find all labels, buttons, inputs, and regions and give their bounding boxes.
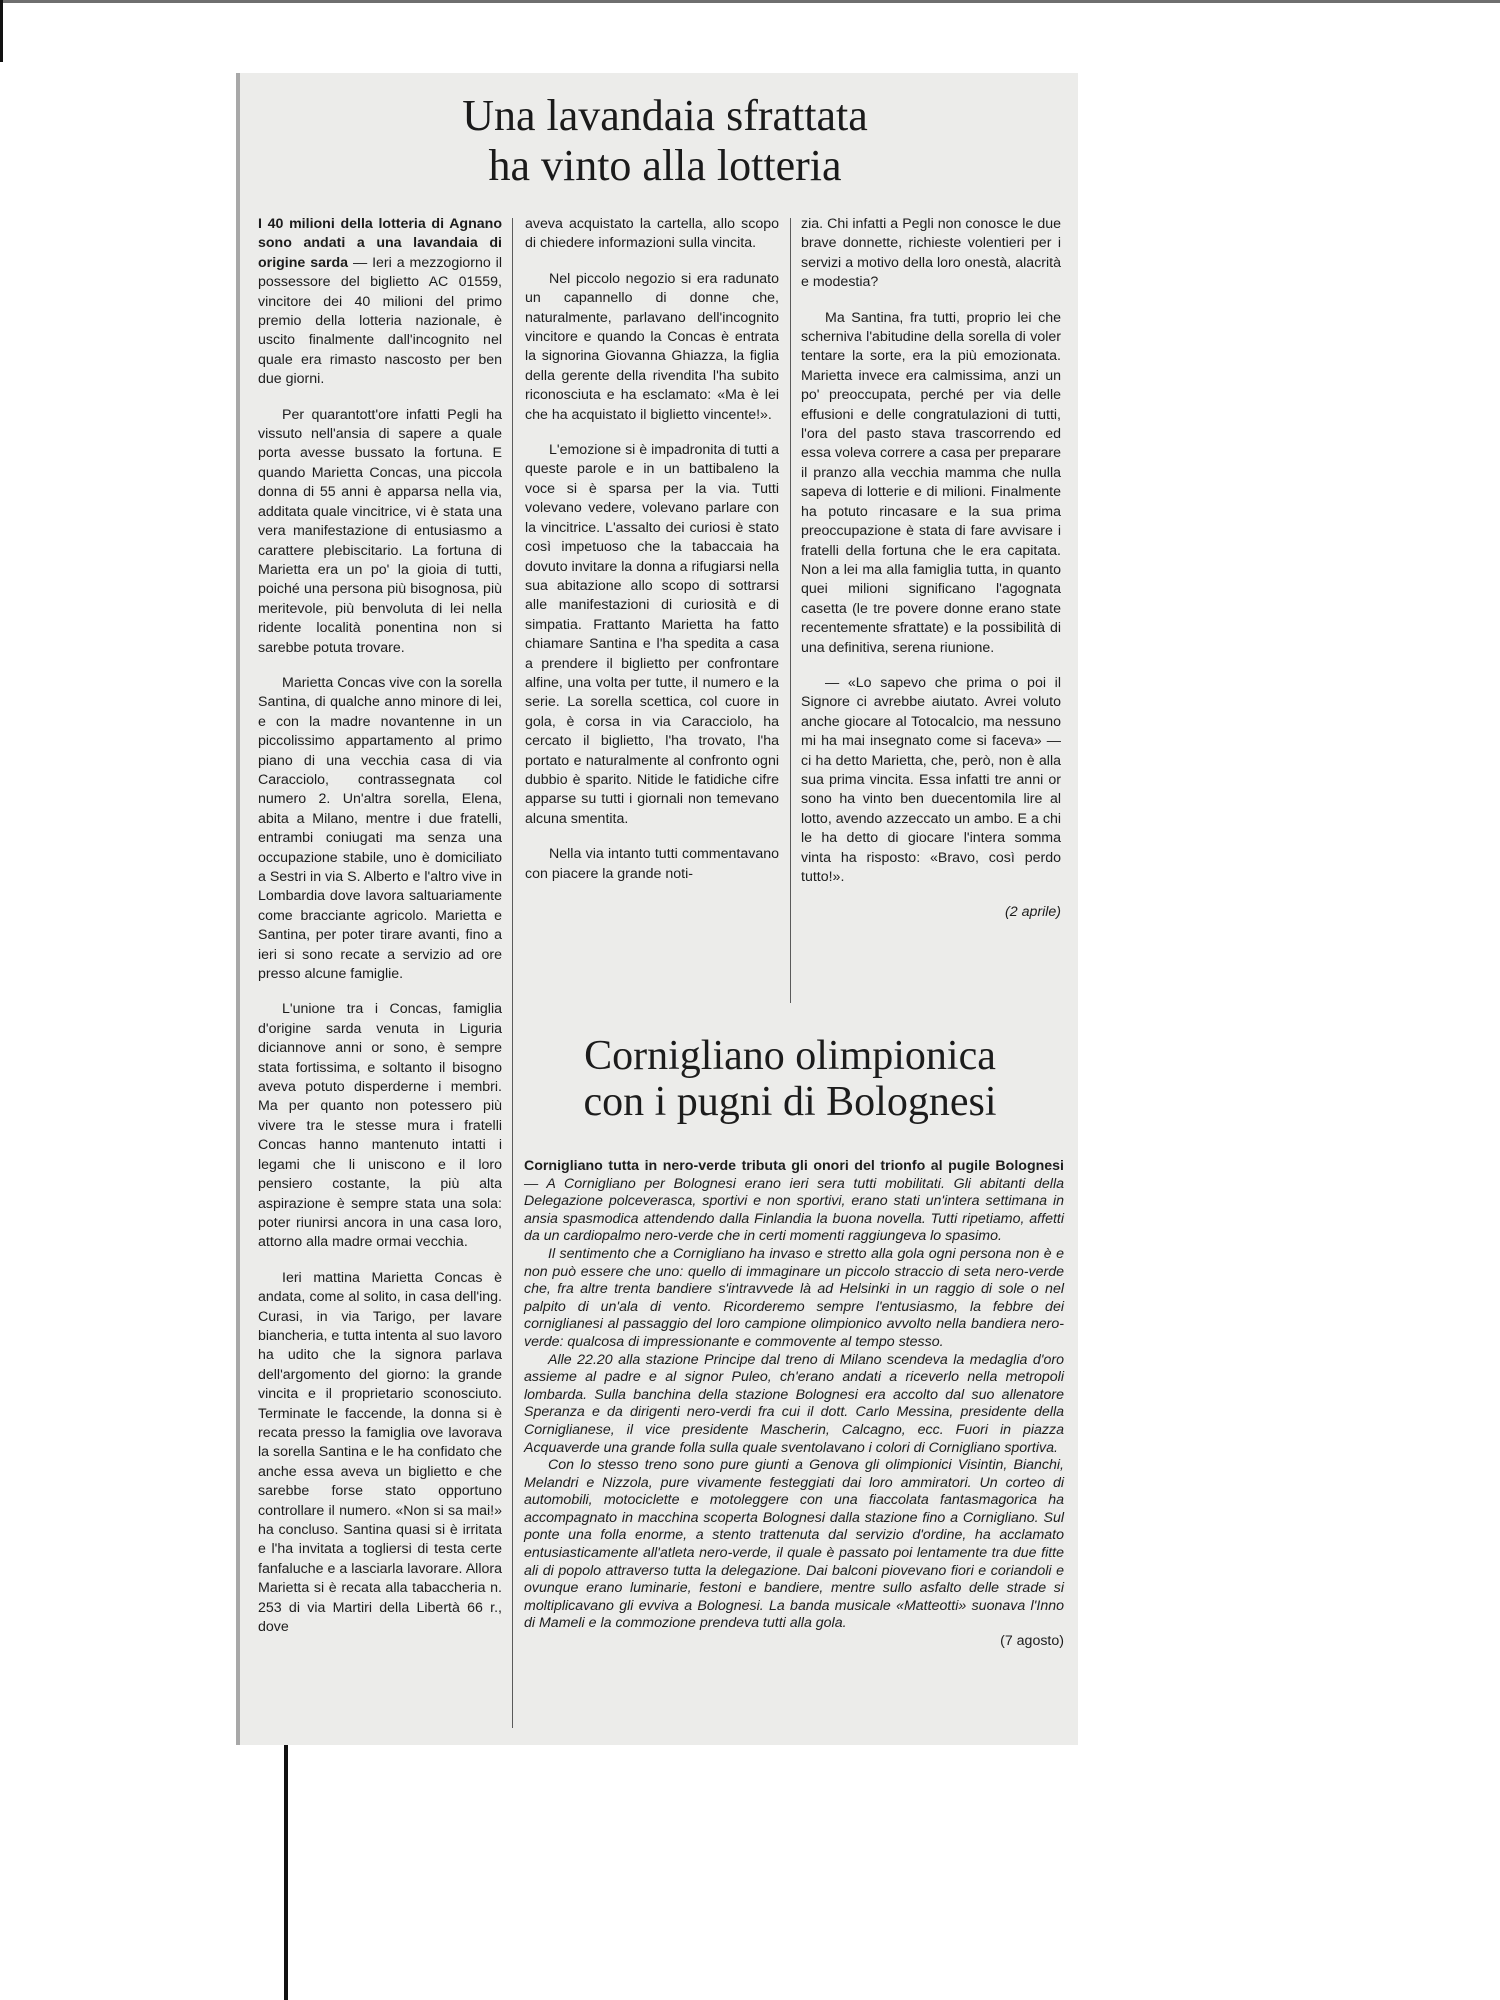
lead-text: Cornigliano tutta in nero-verde tributa gli onori del trionfo al pugile Bolognesi bbox=[524, 1158, 1064, 1174]
article2-dateline: (7 agosto) bbox=[1000, 1633, 1064, 1650]
article-paragraph bbox=[525, 845, 779, 884]
article1-headline bbox=[270, 91, 1060, 191]
paragraph-text: Il sentimento che a Cornigliano ha invaso e stretto alla gola ogni persona non è e non può essere che uno: quello di immaginare un piccolo straccio di seta nero-verde che, fra altre trenta bandiere s'intravvede là ad Helsinki in un raggio di sole o nel palpito di un'ala di vento. Ricorderemo sempre l'entusiasmo, la febbre dei corniglianesi al passaggio del loro campione olimpionico avvolto nella bandiera nero-verde: qualcosa di impressionante e commovente al tempo stesso. bbox=[524, 1245, 1064, 1350]
top-edge-line bbox=[0, 0, 1500, 3]
paragraph-text: Nella via intanto tutti commentavano con piacere la grande noti- bbox=[525, 846, 779, 882]
article-paragraph bbox=[801, 674, 1061, 887]
article-paragraph bbox=[801, 215, 1061, 293]
article-paragraph bbox=[525, 215, 779, 254]
article-paragraph bbox=[258, 674, 502, 985]
paragraph-text: — Ieri a mezzogiorno il possessore del biglietto AC 01559, vincitore dei 40 milioni del primo premio della lotteria nazionale, è uscito finalmente dall'incognito nel quale era rimasto nascosto per ben due giorni. bbox=[258, 254, 502, 388]
article2-headline bbox=[510, 1033, 1070, 1125]
paragraph-text: Marietta Concas vive con la sorella Santina, di qualche anno minore di lei, e con la madre novantenne in un piccolissimo appartamento al primo piano di una vecchia casa di via Caracciolo, contrassegnata col numero 2. Un'altra sorella, Elena, abita a Milano, mentre i due fratelli, entrambi coniugati ma senza una occupazione stabile, uno è domiciliato a Sestri in via S. Alberto e l'altro vive in Lombardia dove lavora saltuariamente come bracciante agricolo. Marietta e Santina, per poter tirare avanti, fino a ieri si sono recate a servizio ad ore presso alcune famiglie. bbox=[258, 674, 503, 983]
article1-column-2 bbox=[525, 215, 779, 1003]
paragraph-text: aveva acquistato la cartella, allo scopo di chiedere informazioni sulla vincita. bbox=[525, 216, 779, 252]
article1-column-1 bbox=[258, 215, 502, 1735]
article-paragraph bbox=[525, 270, 779, 425]
headline-line: con i pugni di Bolognesi bbox=[583, 1079, 997, 1125]
column-rule bbox=[790, 218, 791, 1003]
paragraph-text: Per quarantott'ore infatti Pegli ha vissuto nell'ansia di sapere a quale porta avesse bussato la fortuna. E quando Marietta Concas, una piccola donna di 55 anni è apparsa nella via, additata quale vincitrice, vi è stata una vera manifestazione di entusiasmo a carattere plebiscitario. La fortuna di Marietta era un po' la gioia di tutti, poiché una persona più bisognosa, più meritevole, più benvoluta di lei nella ridente località ponentina non si sarebbe potuta trovare. bbox=[258, 406, 502, 656]
article-paragraph bbox=[801, 309, 1061, 658]
binding-edge-line bbox=[284, 1745, 288, 2000]
headline-line: ha vinto alla lotteria bbox=[488, 141, 842, 190]
article-paragraph bbox=[258, 215, 502, 390]
paragraph-text: L'unione tra i Concas, famiglia d'origine sarda venuta in Liguria diciannove anni or sono, è sempre stata fortissima, e soltanto il bisogno aveva potuto disperderne i membri. Ma per quanto non potessero più vivere tra le stesse mura i fratelli Concas hanno mantenuto intatti i legami che li uniscono e il loro pensiero costante, la più alta aspirazione è sempre stata una sola: poter riunirsi ancora in una casa loro, attorno alla madre ormai vecchia. bbox=[258, 1001, 502, 1251]
article-paragraph bbox=[524, 1246, 1064, 1352]
lead-text: I 40 milioni della lotteria di Agnano sono andati a una lavandaia di origine sarda bbox=[258, 216, 502, 271]
headline-line: Cornigliano olimpionica bbox=[584, 1033, 996, 1079]
article2-body bbox=[524, 1158, 1064, 1651]
article-paragraph bbox=[524, 1352, 1064, 1458]
paragraph-text: Ma Santina, fra tutti, proprio lei che scherniva l'abitudine della sorella di voler tentare la sorte, era la più emozionata. Marietta invece era calmissima, anzi un po' preoccupata, perché per via delle effusioni e delle congratulazioni di tutti, l'ora del pasto stava trascorrendo ed essa voleva correre a casa per preparare il pranzo alla vecchia mamma che nulla sapeva di lotterie e di milioni. Finalmente ha potuto rincasare e la sua prima preoccupazione è stata di fare avvisare i fratelli della fortuna che le era capitata. Non a lei ma alla famiglia tutta, in quanto quei milioni significano l'agognata casetta (le tre povere donne erano state recentemente sfrattate) e la possibilità di una definitiva, serena riunione. bbox=[801, 309, 1061, 656]
paragraph-text: — A Cornigliano per Bolognesi erano ieri sera tutti mobilitati. Gli abitanti della Delegazione polceverasca, sportivi e non sportivi, erano stati un'intera settimana in ansia spasmodica attendendo dalla Finlandia la buona novella. Tutti ripetiamo, affetti da un cardiopalmo nero-verde che in certi momenti raggiungeva lo spasimo. bbox=[524, 1175, 1064, 1245]
paragraph-text: L'emozione si è impadronita di tutti a queste parole e in un battibaleno la voce si è sparsa per la via. Tutti volevano vedere, volevano parlare con la vincitrice. L'assalto dei curiosi è stato così impetuoso che la tabaccaia ha dovuto invitare la donna a rifugiarsi nella sua abitazione allo scopo di sottrarsi alle manifestazioni di curiosità e di simpatia. Frattanto Marietta ha fatto chiamare Santina e l'ha spedita a casa a prendere il biglietto per confrontare alfine, una volta per tutte, il numero e la serie. La sorella scettica, col cuore in gola, è corsa in via Caracciolo, ha cercato il biglietto, l'ha trovato, l'ha portato e naturalmente al confronto ogni dubbio è sparito. Nitide le fatidiche cifre apparse su tutti i giornali non temevano alcuna smentita. bbox=[525, 442, 779, 827]
paragraph-text: Con lo stesso treno sono pure giunti a Genova gli olimpionici Visintin, Bianchi, Melandri e Nizzola, pure vivamente festeggiati dai loro ammiratori. Un corteo di automobili, motociclette e motoleggere con una fiaccolata fantasmagorica ha accompagnato in macchina scoperta Bolognesi dalla stazione fino a Cornigliano. Sul ponte una folla enorme, a stento trattenuta dal servizio d'ordine, ha acclamato entusiasticamente all'atleta nero-verde, il quale è passato poi lentamente tra due fitte ali di popolo attraverso tutta la delegazione. Dai balconi piovevano fiori e coriandoli e ovunque erano luminarie, festoni e bandiere, mentre sullo asfalto delle strade si moltiplicavano gli evviva a Bolognesi. La banda musicale «Matteotti» suonava l'Inno di Mameli e la commozione prendeva tutti alla gola. bbox=[524, 1457, 1064, 1632]
corner-mark bbox=[0, 0, 3, 62]
article-paragraph bbox=[258, 1269, 502, 1638]
headline-line: Una lavandaia sfrattata bbox=[462, 91, 868, 140]
column-rule bbox=[512, 218, 513, 1728]
paragraph-text: zia. Chi infatti a Pegli non conosce le due brave donnette, richieste volentieri per i servizi a motivo della loro onestà, alacrità e modestia? bbox=[801, 216, 1061, 291]
article-paragraph bbox=[525, 441, 779, 829]
article1-column-3 bbox=[801, 215, 1061, 1005]
article-paragraph bbox=[258, 406, 502, 658]
paragraph-text: Alle 22.20 alla stazione Principe dal treno di Milano scendeva la medaglia d'oro assieme al padre e al signor Puleo, ch'erano andati a riceverlo nella metropoli lombarda. Sulla banchina della stazione Bolognesi era accolto dal suo allenatore Speranza e da dirigenti nero-verdi fra cui il dott. Carlo Messina, presidente della Corniglianese, il vice presidente Mascherin, Calcagno, ecc. Fuori in piazza Acquaverde una grande folla sulla quale sventolavano i colori di Cornigliano sportiva. bbox=[524, 1351, 1064, 1456]
paragraph-text: Nel piccolo negozio si era radunato un capannello di donne che, naturalmente, parlavano dell'incognito vincitore e quando la Concas è entrata la signorina Giovanna Ghiazza, la figlia della gerente della rivendita l'ha subito riconosciuta e ha esclamato: «Ma è lei che ha acquistato il biglietto vincente!». bbox=[525, 270, 779, 423]
article-paragraph bbox=[258, 1000, 502, 1252]
article1-dateline: (2 aprile) bbox=[1005, 904, 1061, 921]
newspaper-clipping bbox=[236, 73, 1078, 1745]
article-paragraph bbox=[524, 1457, 1064, 1633]
paragraph-text: Ieri mattina Marietta Concas è andata, come al solito, in casa dell'ing. Curasi, in via Tarigo, per lavare biancheria, e tutta intenta al suo lavoro ha udito che la signora parlava dell'argomento del giorno: la grande vincita e il proprietario sconosciuto. Terminate le faccende, la donna si è recata presso la famiglia ove lavorava la sorella Santina e le ha confidato che anche essa aveva un biglietto e che sarebbe forse stato opportuno controllare il numero. «Non si sa mai!» ha concluso. Santina quasi si è irritata e l'ha invitata a togliersi di testa certe fanfaluche e a lasciarla lavorare. Allora Marietta si è recata alla tabaccheria n. 253 di via Martiri della Libertà 66 r., dove bbox=[258, 1269, 502, 1636]
paragraph-text: — «Lo sapevo che prima o poi il Signore ci avrebbe aiutato. Avrei voluto anche giocare al Totocalcio, ma nessuno mi ha mai insegnato come si faceva» — ci ha detto Marietta, che, però, non è alla sua prima vincita. Essa infatti tre anni or sono ha vinto ben duecentomila lire al lotto, avendo azzeccato un ambo. E a chi le ha detto di giocare l'intera somma vinta ha risposto: «Bravo, così perdo tutto!». bbox=[801, 674, 1061, 885]
article-paragraph bbox=[524, 1158, 1064, 1246]
